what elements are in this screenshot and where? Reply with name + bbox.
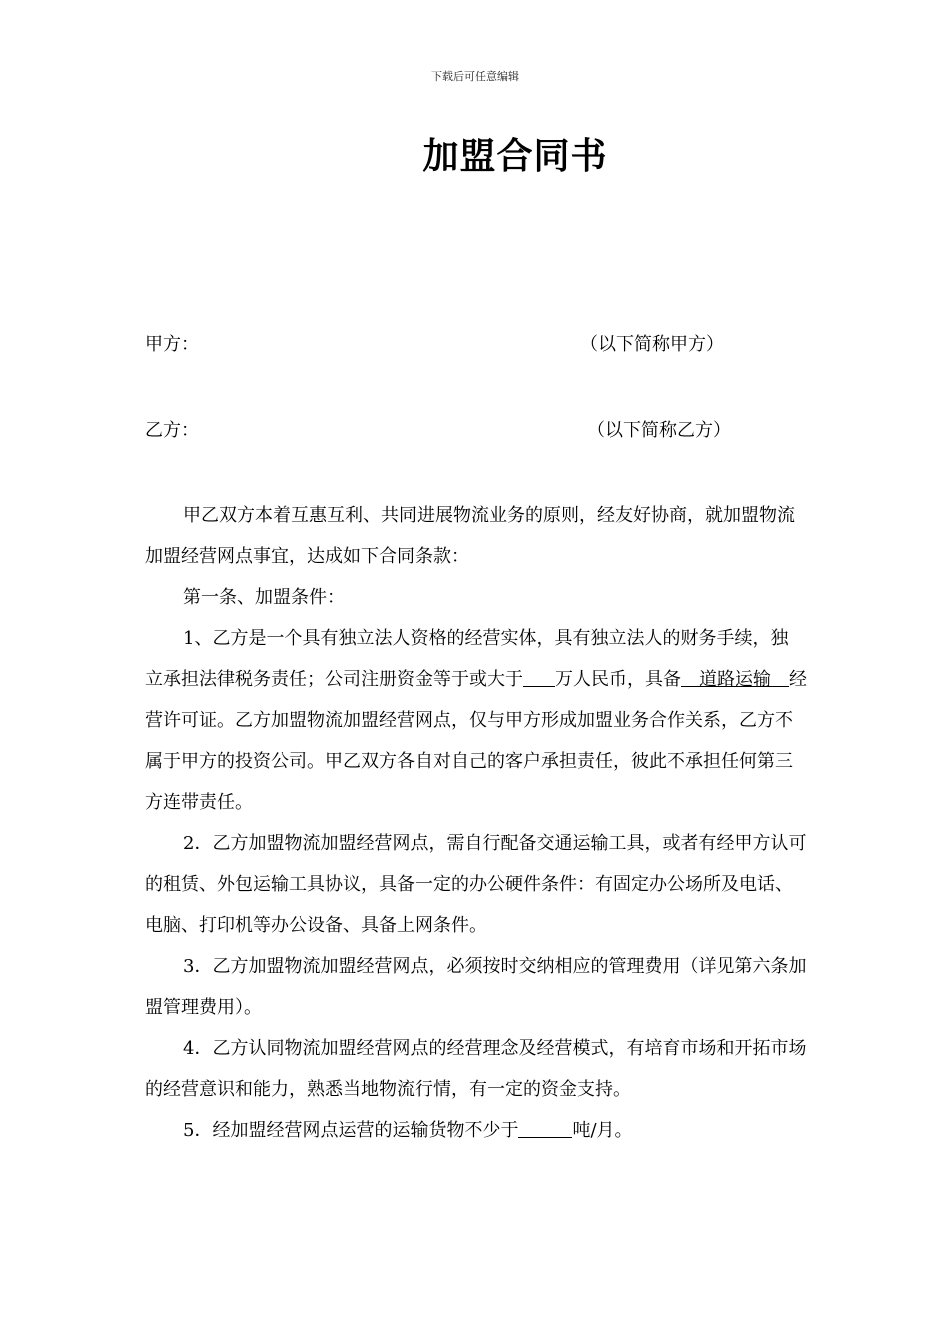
clause-5-text-b: 吨/月。 [572, 1120, 633, 1141]
document-title: 加盟合同书 [422, 135, 608, 177]
party-a-note: （以下简称甲方） [580, 334, 724, 355]
clause-2: 2．乙方加盟物流加盟经营网点，需自行配备交通运输工具，或者有经甲方认可的租赁、外包运输工具协议，具备一定的办公硬件条件：有固定办公场所及电话、电脑、打印机等办公设备、具备上网条件。 [145, 833, 807, 936]
capital-blank [523, 668, 555, 687]
party-b-note: （以下简称乙方） [587, 420, 731, 441]
clause-5-text-a: 5．经加盟经营网点运营的运输货物不少于 [183, 1120, 519, 1141]
header-note: 下载后可任意编辑 [431, 70, 519, 83]
party-b-label: 乙方： [145, 420, 199, 441]
clause-1-text-a: 1、乙方是一个具有独立法人资格的经营实体，具有独立法人的财务手续，独 立承担法律税务责任；公司注册资金等于或大于 [145, 628, 807, 690]
party-a-label: 甲方： [145, 334, 199, 355]
tonnage-blank [518, 1119, 572, 1138]
clause-1-text-c: 经营许可证。乙方加盟物流加盟经营网点，仅与甲方形成加盟业务合作关系，乙方不属于甲方的投资公司。甲乙双方各自对自己的客户承担责任，彼此不承担任何第三方连带责任。 [145, 669, 807, 813]
clause-1-text-b: 万人民币，具备 [555, 669, 681, 690]
contract-body [145, 495, 810, 1151]
intro-paragraph: 甲乙双方本着互惠互利、共同进展物流业务的原则，经友好协商，就加盟物流加盟经营网点事宜，达成如下合同条款： [145, 505, 795, 567]
clause-5 [145, 1110, 810, 1151]
article-1-heading: 第一条、加盟条件： [183, 587, 345, 608]
clause-1 [145, 618, 810, 823]
clause-3: 3．乙方加盟物流加盟经营网点，必须按时交纳相应的管理费用（详见第六条加盟管理费用）。 [145, 956, 807, 1018]
license-type: 道路运输 [681, 669, 789, 690]
clause-4: 4．乙方认同物流加盟经营网点的经营理念及经营模式，有培育市场和开拓市场的经营意识和能力，熟悉当地物流行情，有一定的资金支持。 [145, 1038, 807, 1100]
